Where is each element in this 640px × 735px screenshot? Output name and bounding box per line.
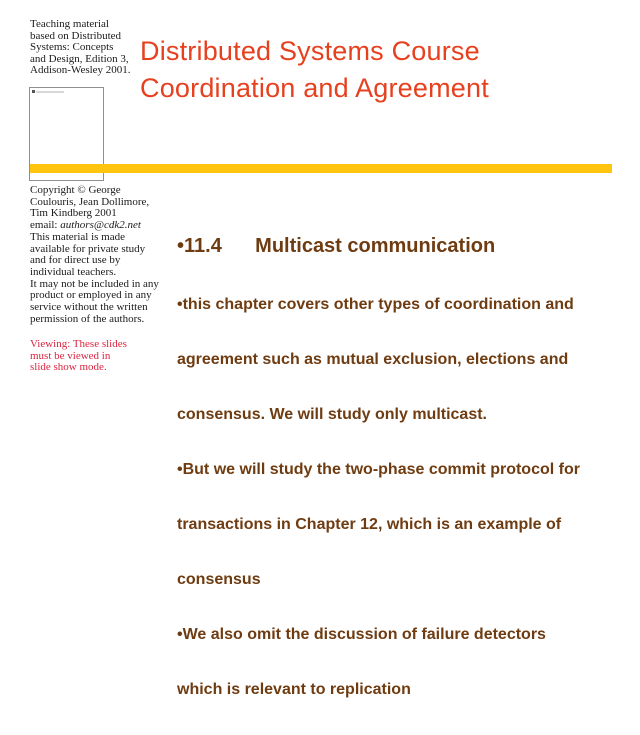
page-title (140, 33, 489, 107)
copyright-line: Copyright © George (30, 184, 121, 196)
viewing-note (30, 339, 180, 374)
copyright-line: service without the written (30, 301, 148, 314)
copyright-line: individual teachers. (30, 265, 117, 278)
main-content (177, 197, 639, 735)
bullet-line: •But we will study the two-phase commit protocol for (177, 461, 580, 478)
bullet-line-continuation: agreement such as mutual exclusion, elections and (177, 351, 569, 368)
teaching-material-line: based on Distributed (30, 29, 122, 42)
email-label: email: (30, 219, 61, 232)
book-cover-corner-smudge (36, 91, 64, 93)
copyright-line: Coulouris, Jean Dollimore, (30, 195, 150, 208)
bullet-line: •this chapter covers other types of coordination and (177, 296, 574, 313)
copyright-line: Tim Kindberg 2001 (30, 207, 117, 220)
divider-bar (30, 164, 612, 173)
book-cover-corner-mark (32, 90, 35, 93)
viewing-note-line: Viewing: These slides (30, 338, 127, 350)
section-heading: •11.4 Multicast communication (177, 235, 496, 257)
viewing-note-line: slide show mode. (30, 361, 107, 374)
teaching-material-line: Addison-Wesley 2001. (30, 64, 131, 77)
page-title-line2: Coordination and Agreement (140, 73, 489, 103)
bullet-line-continuation: consensus (177, 571, 261, 588)
copyright-note (30, 185, 180, 325)
bullet-line: •We also omit the discussion of failure detectors (177, 626, 546, 643)
bullet-line-continuation: consensus. We will study only multicast. (177, 406, 487, 423)
teaching-material-line: Teaching material (30, 18, 109, 30)
teaching-material-line: and Design, Edition 3, (30, 52, 129, 65)
copyright-line: permission of the authors. (30, 312, 145, 325)
email-address: authors@cdk2.net (60, 219, 141, 232)
viewing-note-line: must be viewed in (30, 349, 111, 362)
page-title-line1: Distributed Systems Course (140, 36, 480, 66)
copyright-line: product or employed in any (30, 289, 152, 302)
bullet-line-continuation: which is relevant to replication (177, 681, 411, 698)
copyright-line: It may not be included in any (30, 277, 159, 290)
teaching-material-note (30, 19, 150, 77)
copyright-line: available for private study (30, 242, 146, 255)
copyright-line: and for direct use by (30, 254, 121, 267)
bullet-line-continuation: transactions in Chapter 12, which is an example of (177, 516, 562, 533)
copyright-line: This material is made (30, 230, 125, 243)
teaching-material-line: Systems: Concepts (30, 41, 114, 54)
